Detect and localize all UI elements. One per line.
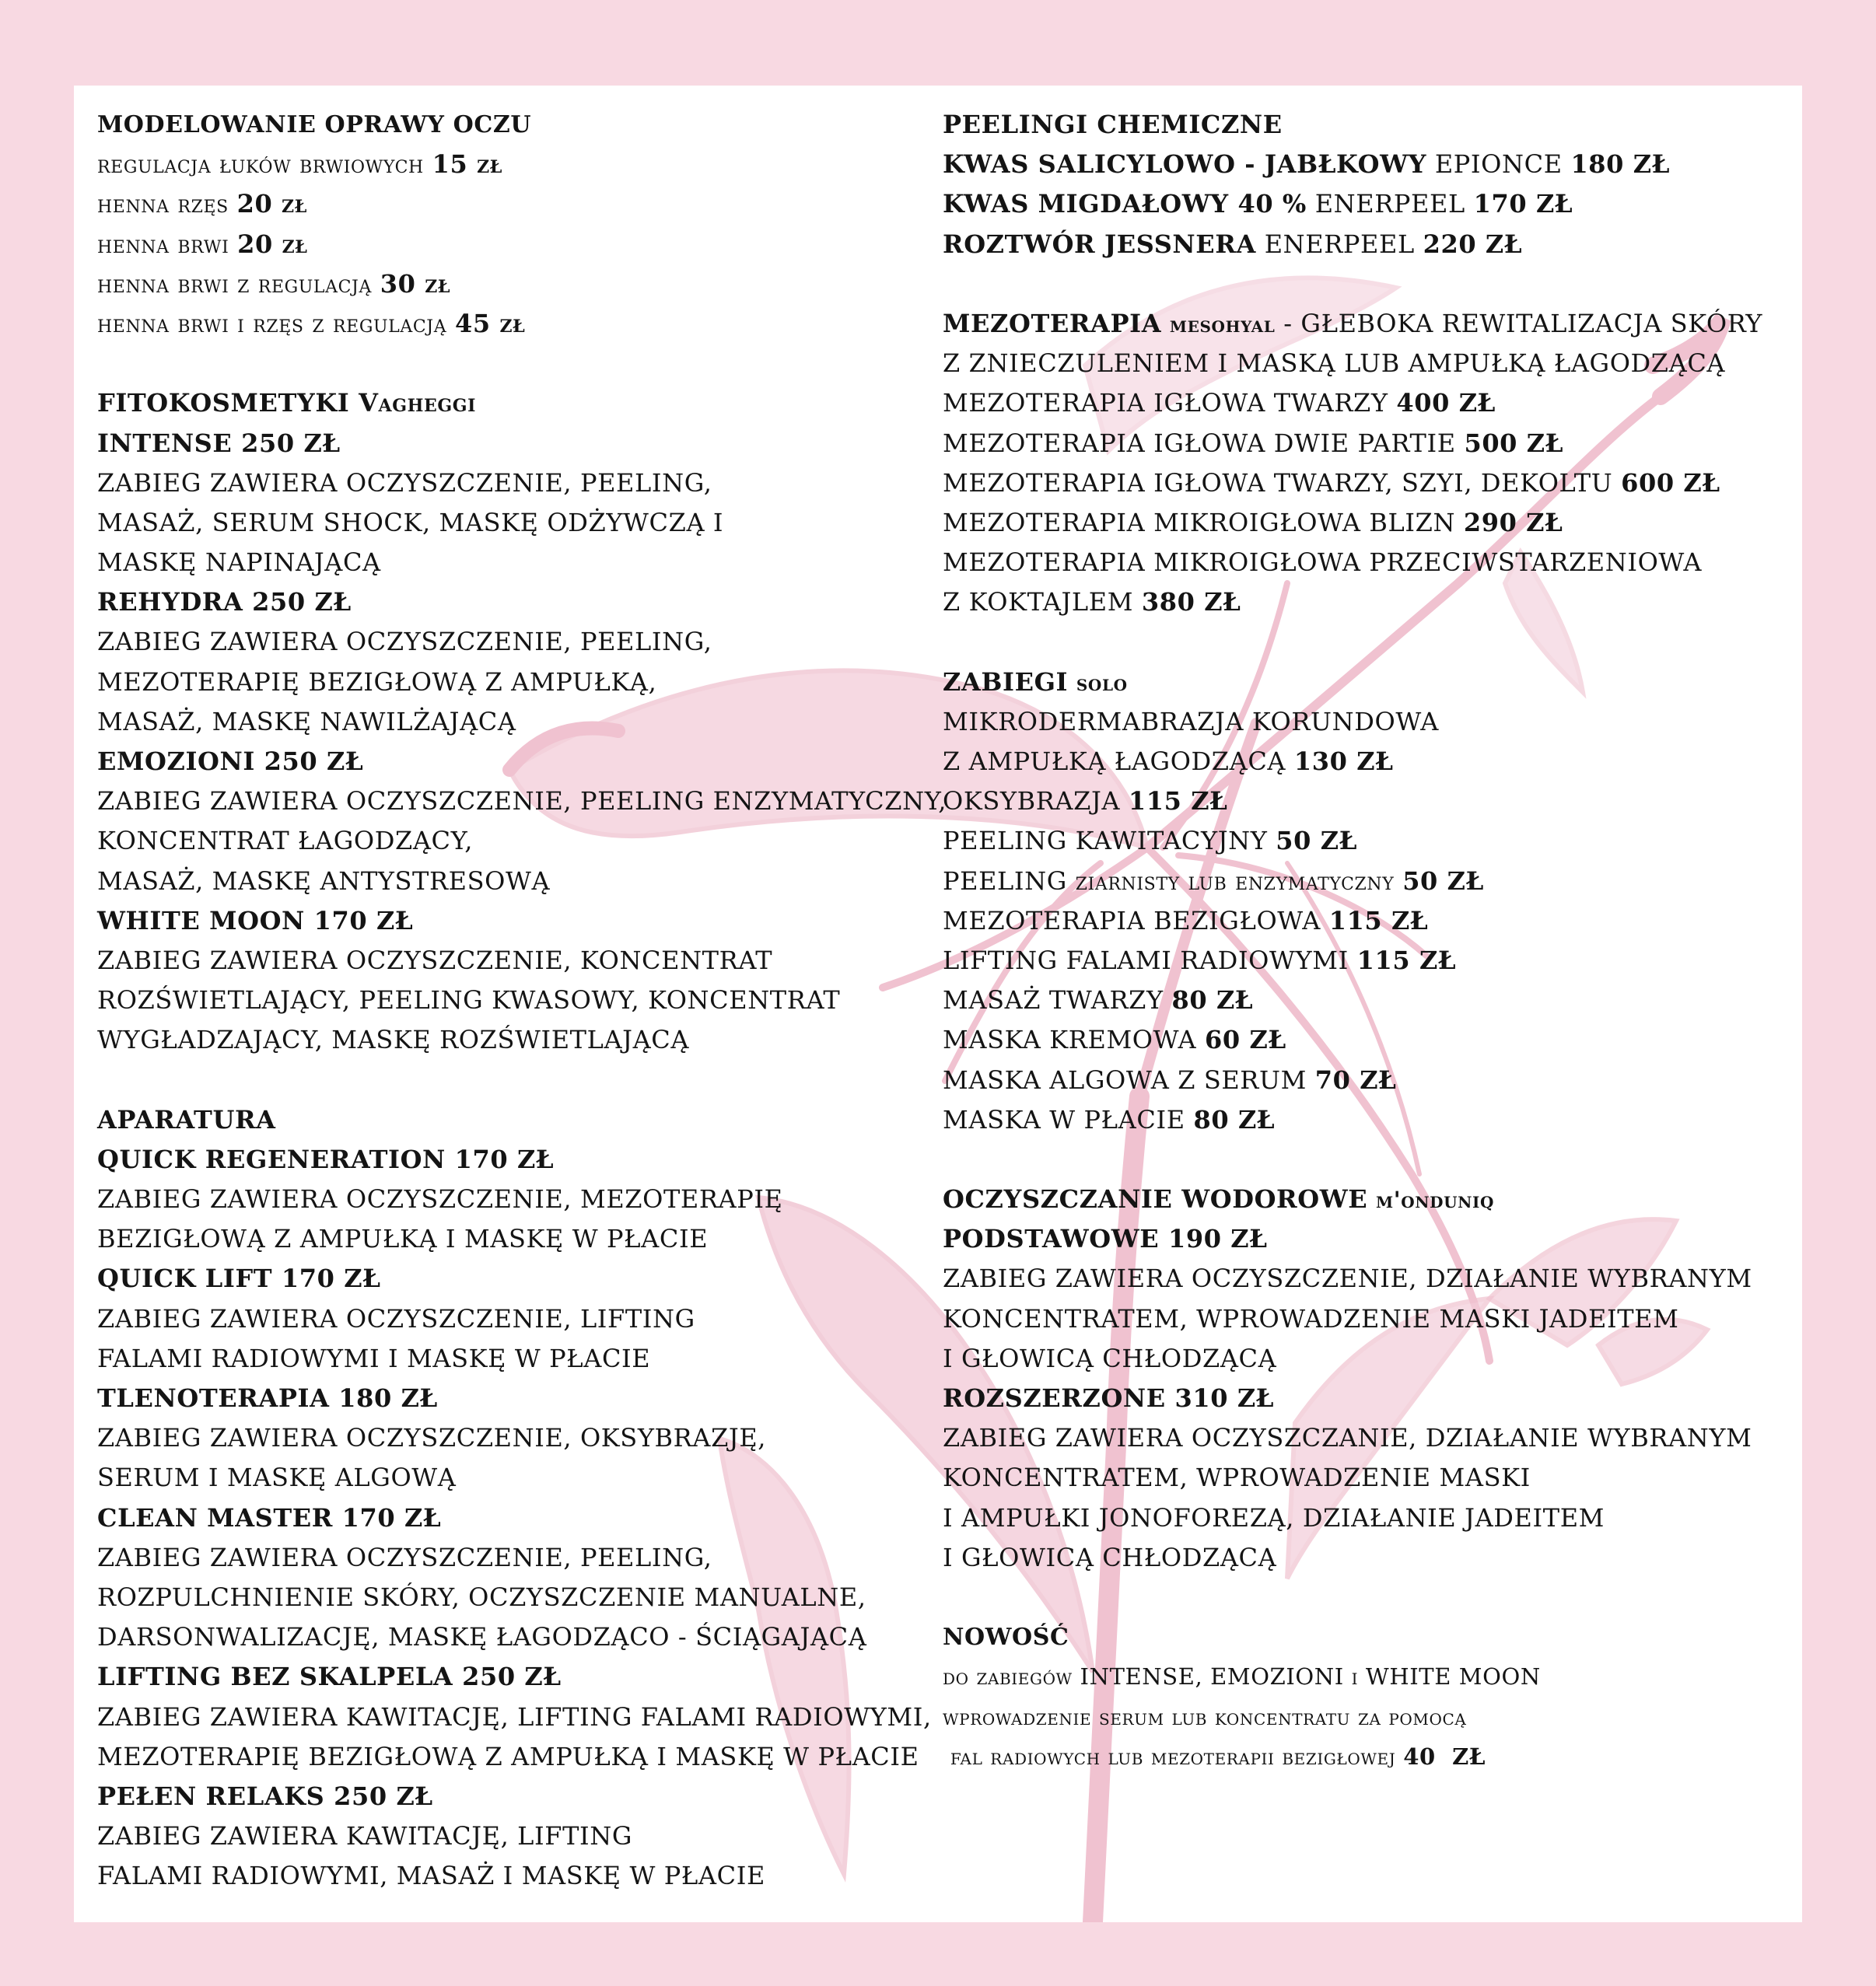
treatment-desc: ROZPULCHNIENIE SKÓRY, OCZYSZCZENIE MANUALNE,: [97, 1582, 866, 1612]
section-heading-news: NOWOŚĆ: [943, 1624, 1069, 1652]
price-item: KWAS SALICYLOWO - JABŁKOWY EPIONCE 180 ZŁ: [943, 149, 1671, 180]
treatment-desc: KONCENTRAT ŁAGODZĄCY,: [97, 826, 474, 856]
treatment-title: PODSTAWOWE 190 ZŁ: [943, 1224, 1268, 1254]
right-column: [943, 105, 1790, 1777]
treatment-desc: ZABIEG ZAWIERA OCZYSZCZENIE, PEELING,: [97, 1542, 712, 1572]
spacer: [97, 344, 922, 383]
section-desc: Z ZNIECZULENIEM I MASKĄ LUB AMPUŁKĄ ŁAGODZĄCĄ: [943, 348, 1726, 379]
menu-panel: [74, 86, 1802, 1922]
news-line: wprowadzenie serum lub koncentratu za pomocą: [943, 1703, 1467, 1730]
treatment-desc: ZABIEG ZAWIERA OCZYSZCZENIE, OKSYBRAZJĘ,: [97, 1423, 767, 1453]
treatment-desc: I GŁOWICĄ CHŁODZĄCĄ: [943, 1542, 1277, 1572]
treatment-desc: DARSONWALIZACJĘ, MASKĘ ŁAGODZĄCO - ŚCIĄGAJĄCĄ: [97, 1622, 867, 1652]
price-item: MASKA ALGOWA Z SERUM 70 ZŁ: [943, 1065, 1397, 1095]
treatment-desc: I AMPUŁKI JONOFOREZĄ, DZIAŁANIE JADEITEM: [943, 1502, 1605, 1533]
treatment-desc: ZABIEG ZAWIERA OCZYSZCZENIE, PEELING ENZYMATYCZNY,: [97, 786, 947, 816]
treatment-title: ROZSZERZONE 310 ZŁ: [943, 1383, 1275, 1413]
treatment-desc: SERUM I MASKĘ ALGOWĄ: [97, 1463, 457, 1493]
price-item: MEZOTERAPIA IGŁOWA TWARZY, SZYI, DEKOLTU 600 ZŁ: [943, 467, 1720, 498]
treatment-title: CLEAN MASTER 170 ZŁ: [97, 1502, 442, 1533]
treatment-desc: ZABIEG ZAWIERA OCZYSZCZENIE, KONCENTRAT: [97, 945, 773, 975]
news-line: fal radiowych lub mezoterapii bezigłowej 40 ZŁ: [943, 1743, 1486, 1770]
price-item: MEZOTERAPIA IGŁOWA DWIE PARTIE 500 ZŁ: [943, 428, 1564, 458]
spacer: [943, 1578, 1790, 1617]
treatment-desc: KONCENTRATEM, WPROWADZENIE MASKI: [943, 1463, 1531, 1493]
treatment-desc: ZABIEG ZAWIERA OCZYSZCZANIE, DZIAŁANIE WYBRANYM: [943, 1423, 1752, 1453]
section-heading-hydrogen: OCZYSZCZANIE WODOROWE m'onduniq: [943, 1184, 1495, 1215]
price-item: MIKRODERMABRAZJA KORUNDOWA: [943, 706, 1439, 736]
spacer: [943, 1140, 1790, 1180]
treatment-desc: ZABIEG ZAWIERA OCZYSZCZENIE, LIFTING: [97, 1303, 695, 1334]
treatment-desc: ZABIEG ZAWIERA KAWITACJĘ, LIFTING FALAMI RADIOWYMI,: [97, 1701, 932, 1732]
treatment-title: WHITE MOON 170 ZŁ: [97, 905, 414, 935]
treatment-desc: ZABIEG ZAWIERA KAWITACJĘ, LIFTING: [97, 1821, 633, 1851]
treatment-desc: ROZŚWIETLAJĄCY, PEELING KWASOWY, KONCENTRAT: [97, 985, 841, 1016]
treatment-title: REHYDRA 250 ZŁ: [97, 587, 352, 617]
treatment-desc: MASAŻ, MASKĘ ANTYSTRESOWĄ: [97, 865, 551, 896]
treatment-desc: MASAŻ, MASKĘ NAWILŻAJĄCĄ: [97, 706, 516, 736]
treatment-title: PEŁEN RELAKS 250 ZŁ: [97, 1781, 433, 1811]
section-heading-solo: ZABIEGI solo: [943, 666, 1128, 697]
treatment-desc: MEZOTERAPIĘ BEZIGŁOWĄ Z AMPUŁKĄ,: [97, 666, 657, 697]
price-item: PEELING ziarnisty lub enzymatyczny 50 ZŁ: [943, 865, 1484, 896]
treatment-desc: ZABIEG ZAWIERA OCZYSZCZENIE, DZIAŁANIE WYBRANYM: [943, 1264, 1752, 1294]
treatment-desc: MASKĘ NAPINAJĄCĄ: [97, 547, 381, 578]
treatment-desc: ZABIEG ZAWIERA OCZYSZCZENIE, PEELING,: [97, 627, 712, 657]
treatment-title: LIFTING BEZ SKALPELA 250 ZŁ: [97, 1662, 562, 1692]
treatment-title: TLENOTERAPIA 180 ZŁ: [97, 1383, 438, 1413]
price-item: henna brwi z regulacją 30 zł: [97, 268, 451, 299]
price-item: MASKA KREMOWA 60 ZŁ: [943, 1025, 1286, 1055]
price-item: MEZOTERAPIA MIKROIGŁOWA BLIZN 290 ZŁ: [943, 507, 1563, 537]
treatment-desc: WYGŁADZAJĄCY, MASKĘ ROZŚWIETLAJĄCĄ: [97, 1025, 690, 1055]
treatment-title: INTENSE 250 ZŁ: [97, 428, 341, 458]
treatment-desc: BEZIGŁOWĄ Z AMPUŁKĄ I MASKĘ W PŁACIE: [97, 1224, 709, 1254]
left-column: [97, 105, 947, 1896]
section-heading-apparatus: APARATURA: [97, 1104, 276, 1135]
price-item: Z AMPUŁKĄ ŁAGODZĄCĄ 130 ZŁ: [943, 746, 1394, 776]
price-item: MEZOTERAPIA MIKROIGŁOWA PRZECIWSTARZENIOWA: [943, 547, 1703, 578]
price-item: MASKA W PŁACIE 80 ZŁ: [943, 1104, 1276, 1135]
treatment-title: QUICK LIFT 170 ZŁ: [97, 1264, 381, 1294]
price-item: LIFTING FALAMI RADIOWYMI 115 ZŁ: [943, 945, 1457, 975]
treatment-desc: FALAMI RADIOWYMI, MASAŻ I MASKĘ W PŁACIE: [97, 1861, 765, 1891]
price-item: KWAS MIGDAŁOWY 40 % ENERPEEL 170 ZŁ: [943, 189, 1573, 219]
price-item: MASAŻ TWARZY 80 ZŁ: [943, 985, 1254, 1016]
section-heading-vagheggi: FITOKOSMETYKI Vagheggi: [97, 388, 477, 418]
treatment-desc: MASAŻ, SERUM SHOCK, MASKĘ ODŻYWCZĄ I: [97, 507, 724, 537]
price-item: PEELING KAWITACYJNY 50 ZŁ: [943, 826, 1358, 856]
treatment-title: EMOZIONI 250 ZŁ: [97, 746, 364, 776]
treatment-desc: FALAMI RADIOWYMI I MASKĘ W PŁACIE: [97, 1343, 651, 1373]
price-item: henna brwi 20 zł: [97, 229, 308, 259]
treatment-title: QUICK REGENERATION 170 ZŁ: [97, 1144, 555, 1174]
price-item: henna rzęs 20 zł: [97, 189, 307, 219]
price-item: OKSYBRAZJA 115 ZŁ: [943, 786, 1228, 816]
price-item: MEZOTERAPIA BEZIGŁOWA 115 ZŁ: [943, 905, 1429, 935]
price-item: Z KOKTAJLEM 380 ZŁ: [943, 587, 1241, 617]
spacer: [943, 622, 1790, 662]
treatment-desc: I GŁOWICĄ CHŁODZĄCĄ: [943, 1343, 1277, 1373]
section-heading-peels: PEELINGI CHEMICZNE: [943, 110, 1283, 139]
price-item: ROZTWÓR JESSNERA ENERPEEL 220 ZŁ: [943, 229, 1523, 259]
price-item: MEZOTERAPIA IGŁOWA TWARZY 400 ZŁ: [943, 388, 1496, 418]
treatment-desc: KONCENTRATEM, WPROWADZENIE MASKI JADEITEM: [943, 1303, 1679, 1334]
price-item: regulacja łuków brwiowych 15 zł: [97, 149, 502, 180]
price-item: henna brwi i rzęs z regulacją 45 zł: [97, 308, 526, 338]
spacer: [97, 1061, 922, 1100]
section-heading-meso: MEZOTERAPIA mesohyal - GŁEBOKA REWITALIZACJA SKÓRY: [943, 308, 1763, 338]
treatment-desc: ZABIEG ZAWIERA OCZYSZCZENIE, MEZOTERAPIĘ: [97, 1184, 783, 1215]
treatment-desc: MEZOTERAPIĘ BEZIGŁOWĄ Z AMPUŁKĄ I MASKĘ W PŁACIE: [97, 1741, 919, 1771]
treatment-desc: ZABIEG ZAWIERA OCZYSZCZENIE, PEELING,: [97, 467, 712, 498]
spacer: [943, 264, 1790, 304]
section-heading-eye: MODELOWANIE OPRAWY OCZU: [97, 111, 532, 138]
news-line: do zabiegów INTENSE, EMOZIONI i WHITE MOON: [943, 1663, 1541, 1691]
